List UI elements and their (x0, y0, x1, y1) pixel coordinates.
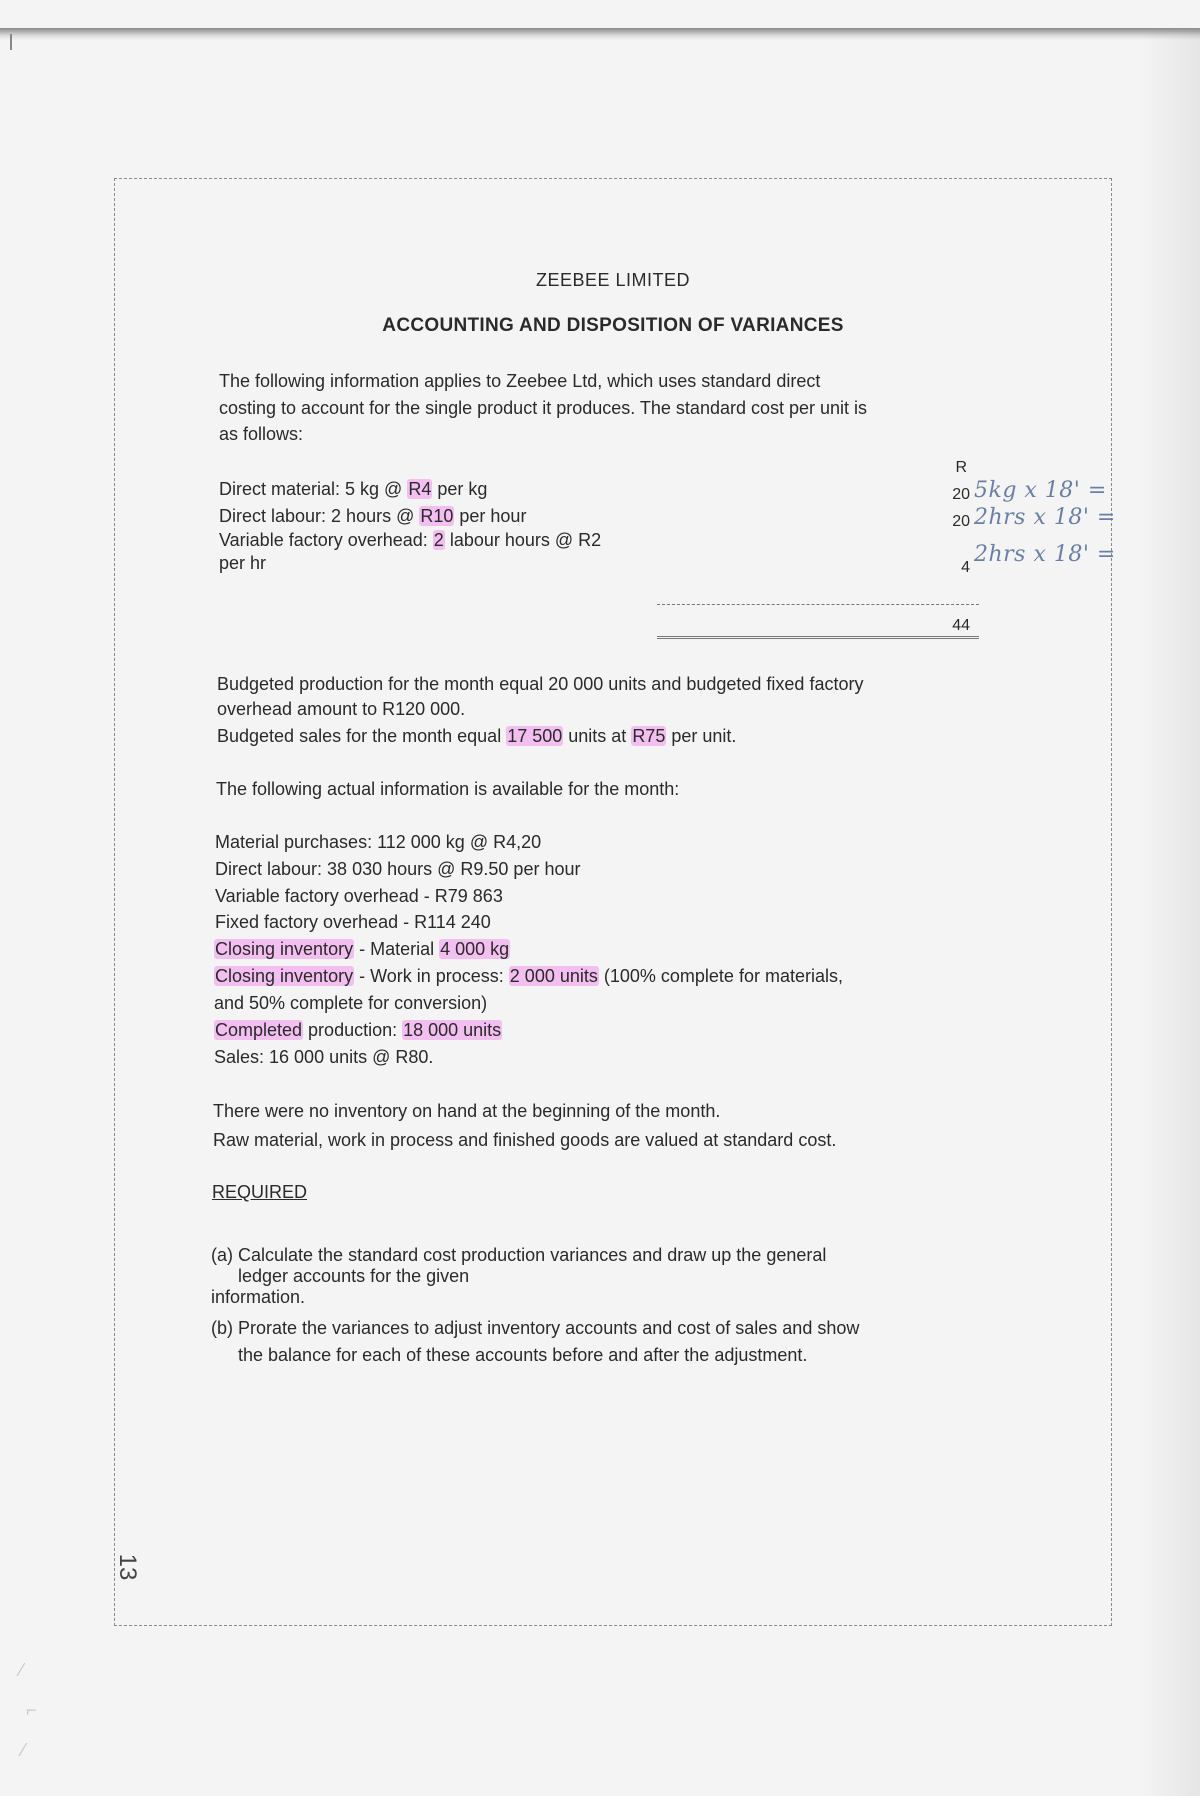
budget-line-1: Budgeted production for the month equal 20 000 units and budgeted fixed factory (217, 674, 864, 694)
intro-line-1: The following information applies to Zeebee Ltd, which uses standard direct (219, 371, 821, 391)
amount-direct-material: 20 (952, 486, 970, 503)
std-direct-material: Direct material: 5 kg @ R4 per kg (219, 479, 488, 499)
scan-left-mark (0, 34, 12, 50)
scan-right-shadow (1140, 30, 1200, 1796)
actual-closing-wip: Closing inventory - Work in process: 2 000 units (100% complete for materials, (215, 966, 843, 986)
required-b-line-1: (b) Prorate the variances to adjust inventory accounts and cost of sales and show (211, 1318, 860, 1338)
actual-intro: The following actual information is available for the month: (216, 779, 680, 799)
required-heading: REQUIRED (212, 1182, 308, 1202)
actual-variable-overhead: Variable factory overhead - R79 863 (215, 886, 503, 906)
handwritten-note-3: 2hrs x 18' = (974, 542, 1116, 567)
intro-line-2: costing to account for the single product it produces. The standard cost per unit is (219, 398, 868, 418)
section-title: ACCOUNTING AND DISPOSITION OF VARIANCES (382, 315, 844, 336)
required-a-line-2: ledger accounts for the given (238, 1266, 470, 1286)
intro-line-3: as follows: (219, 424, 304, 444)
std-direct-labour: Direct labour: 2 hours @ R10 per hour (219, 506, 527, 526)
note-line-2: Raw material, work in process and finished goods are valued at standard cost. (213, 1130, 837, 1150)
actual-fixed-overhead: Fixed factory overhead - R114 240 (215, 912, 491, 932)
handwritten-note-2: 2hrs x 18' = (974, 505, 1116, 530)
required-a-line-1: (a) Calculate the standard cost production variances and draw up the general (211, 1245, 827, 1265)
required-b-line-2: the balance for each of these accounts before and after the adjustment. (238, 1345, 808, 1365)
std-variable-overhead: Variable factory overhead: 2 labour hours @ R2 (219, 530, 602, 550)
scan-stray-mark: ⌐ (26, 1700, 37, 1720)
budget-sales: Budgeted sales for the month equal 17 500 units at R75 per unit. (217, 726, 737, 746)
budget-line-2: overhead amount to R120 000. (217, 699, 466, 719)
handwritten-note-1: 5kg x 18' = (974, 478, 1107, 503)
amount-variable-overhead: 4 (961, 559, 970, 576)
actual-sales: Sales: 16 000 units @ R80. (214, 1047, 434, 1067)
company-title: ZEEBEE LIMITED (535, 270, 691, 290)
total-double-rule (657, 636, 979, 639)
note-line-1: There were no inventory on hand at the beginning of the month. (213, 1101, 721, 1121)
actual-completed-production: Completed production: 18 000 units (215, 1020, 502, 1040)
std-variable-overhead-line2: per hr (219, 553, 267, 573)
scan-top-edge (0, 28, 1200, 40)
scan-stray-mark: ⁄ (20, 1660, 24, 1680)
actual-closing-wip-line2: and 50% complete for conversion) (214, 993, 488, 1013)
scan-stray-mark: ⁄ (22, 1740, 26, 1760)
standard-cost-total: 44 (952, 617, 970, 634)
currency-header: R (955, 459, 967, 476)
actual-material-purchases: Material purchases: 112 000 kg @ R4,20 (215, 832, 542, 852)
required-a-line-3: information. (211, 1287, 306, 1307)
page-number: 13 (114, 1553, 141, 1581)
actual-closing-material: Closing inventory - Material 4 000 kg (215, 939, 510, 959)
actual-direct-labour: Direct labour: 38 030 hours @ R9.50 per hour (215, 859, 581, 879)
subtotal-rule (657, 604, 979, 605)
amount-direct-labour: 20 (952, 513, 970, 530)
